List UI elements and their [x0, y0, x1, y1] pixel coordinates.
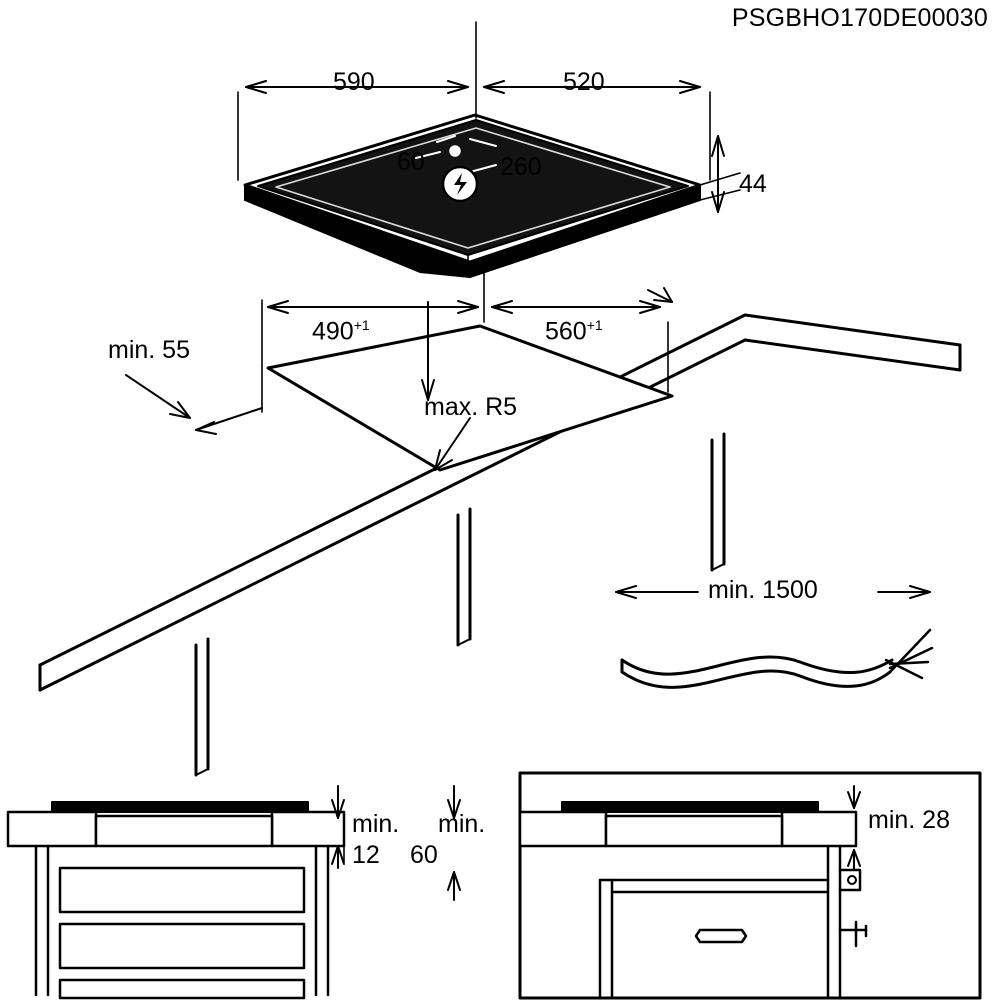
- power-cable: [622, 630, 932, 687]
- label-cutout-depth: $490^{+1}$: [312, 317, 370, 346]
- label-hob-thickness: 44: [739, 170, 767, 198]
- label-min-28: min. 28: [868, 806, 950, 834]
- label-hob-center-60: 60: [397, 148, 425, 176]
- label-hob-width: 590: [333, 68, 375, 96]
- dim-min-back-55: [126, 366, 262, 434]
- document-code: PSGBHO170DE00030: [731, 4, 988, 32]
- label-cutout-width: $560^{+1}$: [545, 317, 603, 346]
- label-min-back-55: min. 55: [108, 336, 190, 364]
- label-min-12-prefix: min.: [352, 810, 400, 838]
- label-cable-length: min. 1500: [708, 576, 818, 604]
- worktop-legs: [196, 434, 724, 775]
- label-hob-center-260: 260: [500, 153, 542, 181]
- label-min-60-prefix: min.: [438, 810, 486, 838]
- label-corner-radius: max. R5: [424, 393, 518, 421]
- label-min-12-value: 12: [352, 841, 380, 869]
- dim-hob-thickness-44: [700, 136, 740, 212]
- power-connection-icon: [443, 167, 477, 201]
- section-left: [8, 802, 344, 998]
- label-hob-depth: 520: [563, 68, 605, 96]
- label-min-60-value: 60: [410, 841, 438, 869]
